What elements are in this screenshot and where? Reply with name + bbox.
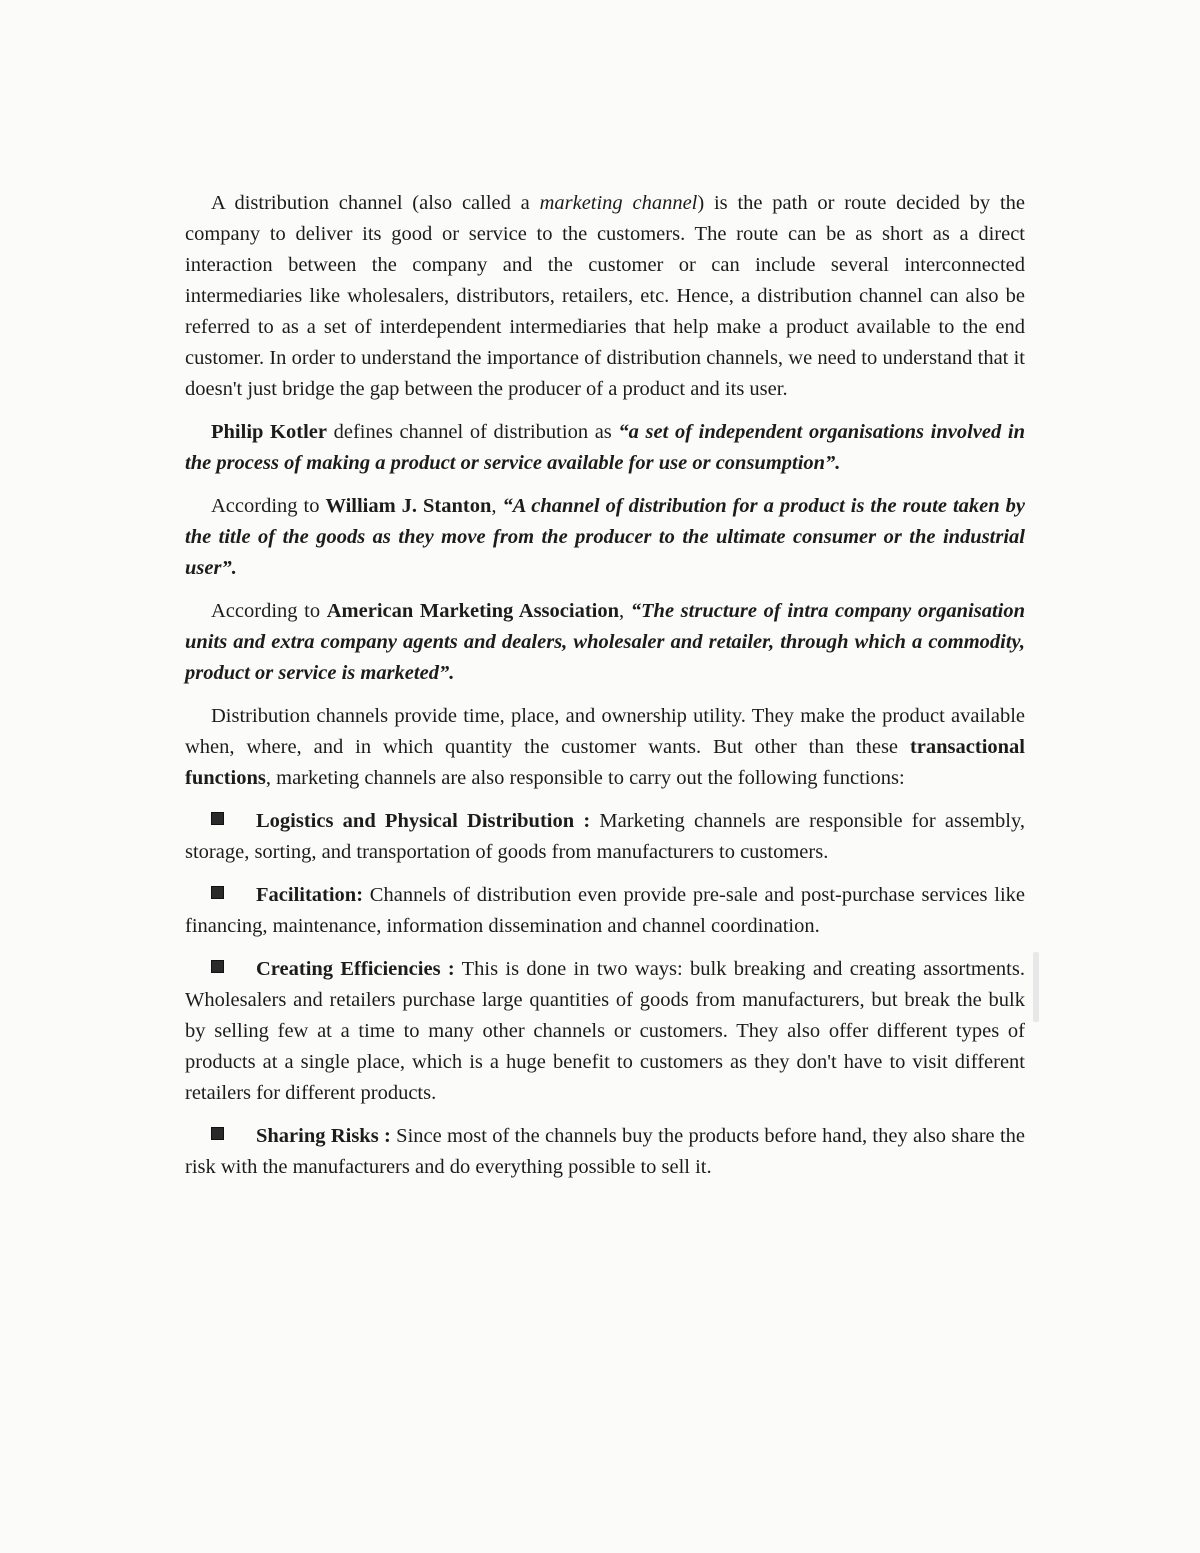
bullet-text: Channels of distribution even provide pre-sale and post-purchase services like financing, maintenance, information dissemination and channel coordination. <box>185 884 1025 937</box>
bullet-title: Logistics and Physical Distribution : <box>256 810 591 832</box>
transactional-functions-term: transactional functions <box>185 736 1025 789</box>
square-bullet-icon <box>211 812 224 825</box>
bullet-text: Since most of the channels buy the products before hand, they also share the risk with the manufacturers and do everything possible to sell it. <box>185 1125 1025 1178</box>
bullet-logistics <box>185 806 1025 868</box>
bullet-title: Facilitation: <box>256 884 364 906</box>
kotler-quote: “a set of independent organisations involved in the process of making a product or service available for use or consumption”. <box>185 421 1025 474</box>
ama-name: American Marketing Association <box>326 600 619 622</box>
stanton-definition <box>185 491 1025 584</box>
bullet-sharing-risks <box>185 1121 1025 1183</box>
kotler-name: Philip Kotler <box>211 421 327 443</box>
bullet-title: Sharing Risks : <box>256 1125 391 1147</box>
functions-intro-paragraph <box>185 701 1025 794</box>
stanton-start-text: According to <box>211 495 326 517</box>
kotler-mid-text: defines channel of distribution as <box>326 421 619 443</box>
intro-paragraph <box>185 188 1025 405</box>
ama-start-text: According to <box>211 600 327 622</box>
stanton-mid-text: , <box>491 495 503 517</box>
bullet-facilitation <box>185 880 1025 942</box>
document-page <box>185 188 1025 1195</box>
marketing-channel-term: marketing channel <box>539 192 698 214</box>
square-bullet-icon <box>211 960 224 973</box>
stanton-name: William J. Stanton <box>325 495 492 517</box>
scan-artifact <box>1033 952 1039 1022</box>
square-bullet-icon <box>211 886 224 899</box>
stanton-quote: “A channel of distribution for a product is the route taken by the title of the goods as they move from the producer to the ultimate consumer or the industrial user”. <box>185 495 1026 579</box>
intro-text-start: A distribution channel (also called a <box>211 192 540 214</box>
ama-definition <box>185 596 1025 689</box>
bullet-text: This is done in two ways: bulk breaking and creating assortments. Wholesalers and retailers purchase large quantities of goods from manufacturers, but break the bulk by selling few at a time to many other channels or customers. They also offer different types of products at a single place, which is a huge benefit to customers as they don't have to visit different retailers for different products. <box>185 958 1025 1104</box>
bullet-text: Marketing channels are responsible for assembly, storage, sorting, and transportation of goods from manufacturers to customers. <box>185 810 1025 863</box>
functions-intro-start: Distribution channels provide time, place, and ownership utility. They make the product available when, where, and in which quantity the customer wants. But other than these <box>185 705 1025 758</box>
kotler-definition <box>185 417 1025 479</box>
bullet-efficiencies <box>185 954 1025 1109</box>
bullet-title: Creating Efficiencies : <box>256 958 455 980</box>
ama-quote: “The structure of intra company organisation units and extra company agents and dealers, wholesaler and retailer, through which a commodity, product or service is marketed”. <box>185 600 1025 684</box>
square-bullet-icon <box>211 1127 224 1140</box>
ama-mid-text: , <box>619 600 631 622</box>
functions-intro-end: , marketing channels are also responsible to carry out the following functions: <box>265 767 905 789</box>
intro-text-end: ) is the path or route decided by the company to deliver its good or service to the customers. The route can be as short as a direct interaction between the company and the customer or can include several interconnected intermediaries like wholesalers, distributors, retailers, etc. Hence, a distribution channel can also be referred to as a set of interdependent intermediaries that help make a product available to the end customer. In order to understand the importance of distribution channels, we need to understand that it doesn't just bridge the gap between the producer of a product and its user. <box>185 192 1025 400</box>
